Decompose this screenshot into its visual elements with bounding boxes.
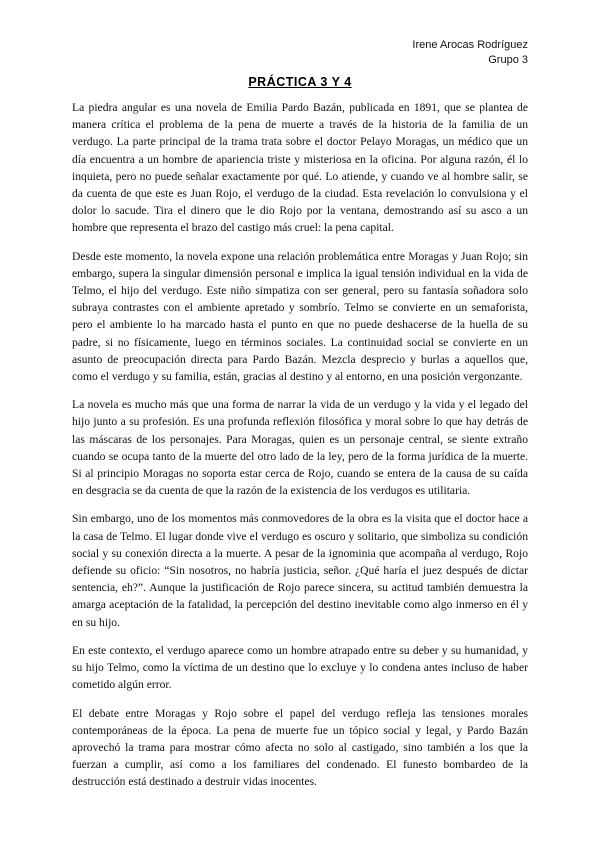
paragraph: La piedra angular es una novela de Emilia Pardo Bazán, publicada en 1891, que se plantea de manera crítica el problema de la pena de muerte a través de la historia de la familia de un verdugo. La parte principal de la trama trata sobre el doctor Pelayo Moragas, un médico que un día encuentra a un hombre de apariencia triste y misteriosa en la oficina. Por alguna razón, él lo inquieta, pero no puede señalar exactamente por qué. Lo atiende, y cuando ve al hombre salir, se da cuenta de que este es Juan Rojo, el verdugo de la ciudad. Esta revelación lo convulsiona y el dolor lo sacude. Tira el dinero que le dio Rojo por la ventana, demostrando así su asco a un hombre que representa el brazo del castigo más cruel: la pena capital. xyxy=(72,101,528,235)
group-label: Grupo 3 xyxy=(488,54,528,66)
paragraph: Sin embargo, uno de los momentos más conmovedores de la obra es la visita que el doctor hace a la casa de Telmo. El lugar donde vive el verdugo es oscuro y solitario, que simboliza su condición social y su conexión directa a la muerte. A pesar de la ignominia que acompaña al verdugo, Rojo defiende su oficio: “Sin nosotros, no habría justicia, señor. ¿Qué haría el juez después de dictar sentencia, eh?”. Aunque la justificación de Rojo parece sincera, su actitud también demuestra la amarga aceptación de la fatalidad, la percepción del destino inevitable como algo inmerso en él y en su hijo. xyxy=(72,512,528,629)
paragraph: El debate entre Moragas y Rojo sobre el papel del verdugo refleja las tensiones morales contemporáneas de la época. La pena de muerte fue un tópico social y legal, y Pardo Bazán aprovechó la trama para mostrar cómo afecta no solo al castigado, sino también a los que la fuerzan a cumplir, así como a los familiares del condenado. El funesto bombardeo de la destrucción está destinado a destruir vidas inocentes. xyxy=(72,706,528,789)
document-body xyxy=(72,99,528,802)
page-title: PRÁCTICA 3 Y 4 xyxy=(248,75,352,89)
author-name: Irene Arocas Rodríguez xyxy=(412,39,528,51)
paragraph: En este contexto, el verdugo aparece como un hombre atrapado entre su deber y su humanidad, y su hijo Telmo, como la víctima de un destino que lo excluye y lo condena antes incluso de haber cometido algún error. xyxy=(72,643,528,692)
paragraph: Desde este momento, la novela expone una relación problemática entre Moragas y Juan Rojo; sin embargo, supera la singular dimensión personal e implica la igual tensión individual en la vida de Telmo, el hijo del verdugo. Este niño simpatiza con ser general, pero su fantasía soñadora solo subraya contrastes con el ambiente apretado y sombrío. Telmo se convierte en un semaforista, pero el ambiente lo ha marcado hasta el punto en que no puede deshacerse de la huella de su padre, si no físicamente, luego en términos sociales. La continuidad social se convierte en un asunto de preocupación directa para Pardo Bazán. Mezcla desprecio y burlas a aquellos que, como el verdugo y su familia, están, gracias al destino y al entorno, en una posición vergonzante. xyxy=(72,249,528,384)
page-header xyxy=(412,38,528,68)
paragraph: La novela es mucho más que una forma de narrar la vida de un verdugo y la vida y el legado del hijo junto a su profesión. Es una profunda reflexión filosófica y moral sobre lo que hay detrás de las máscaras de los personajes. Para Moragas, quien es un personaje central, se siente extraño cuando se ocupa tanto de la muerte del otro lado de la ley, pero de la forma jurídica de la muerte. Si al principio Moragas no soporta estar cerca de Rojo, cuando se entera de la causa de su caída en desgracia se da cuenta de que la razón de la existencia de los verdugos es utilitaria. xyxy=(72,398,528,498)
